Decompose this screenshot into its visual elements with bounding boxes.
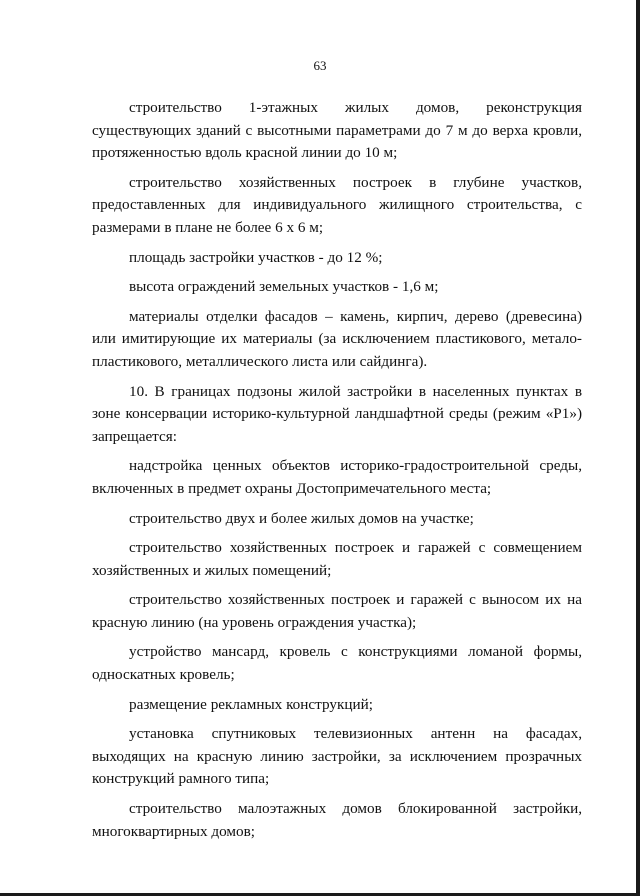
paragraph: надстройка ценных объектов историко-градостроительной среды, включенных в предмет охраны Достопримечательного места; (92, 457, 582, 497)
paragraph: площадь застройки участков - до 12 %; (129, 248, 383, 266)
paragraph: строительство хозяйственных построек в глубине участков, предоставленных для индивидуального жилищного строительства, с размерами в плане не более 6 х 6 м; (92, 173, 582, 236)
document-body (92, 97, 582, 850)
paragraph: строительство 1-этажных жилых домов, реконструкция существующих зданий с высотными параметрами до 7 м до верха кровли, протяженностью вдоль красной линии до 10 м; (92, 99, 582, 162)
paragraph: материалы отделки фасадов – камень, кирпич, дерево (древесина) или имитирующие их материалы (за исключением пластикового, метало-пластикового, металлического листа или сайдинга). (92, 307, 582, 370)
paragraph: строительство малоэтажных домов блокированной застройки, многоквартирных домов; (92, 800, 582, 840)
paragraph: строительство хозяйственных построек и гаражей с совмещением хозяйственных и жилых помещений; (92, 539, 582, 579)
paragraph: строительство двух и более жилых домов на участке; (129, 509, 474, 527)
page-number: 63 (313, 58, 327, 73)
paragraph: установка спутниковых телевизионных антенн на фасадах, выходящих на красную линию застройки, за исключением прозрачных конструкций рамного типа; (92, 725, 582, 788)
scan-edge-right (636, 0, 640, 896)
paragraph: 10. В границах подзоны жилой застройки в населенных пунктах в зоне консервации историко-культурной ландшафтной среды (режим «Р1») запрещается: (92, 382, 582, 445)
paragraph: строительство хозяйственных построек и гаражей с выносом их на красную линию (на уровень ограждения участка); (92, 591, 582, 631)
paragraph: высота ограждений земельных участков - 1,6 м; (129, 278, 439, 296)
paragraph: устройство мансард, кровель с конструкциями ломаной формы, односкатных кровель; (92, 643, 582, 684)
paragraph: размещение рекламных конструкций; (129, 695, 373, 713)
